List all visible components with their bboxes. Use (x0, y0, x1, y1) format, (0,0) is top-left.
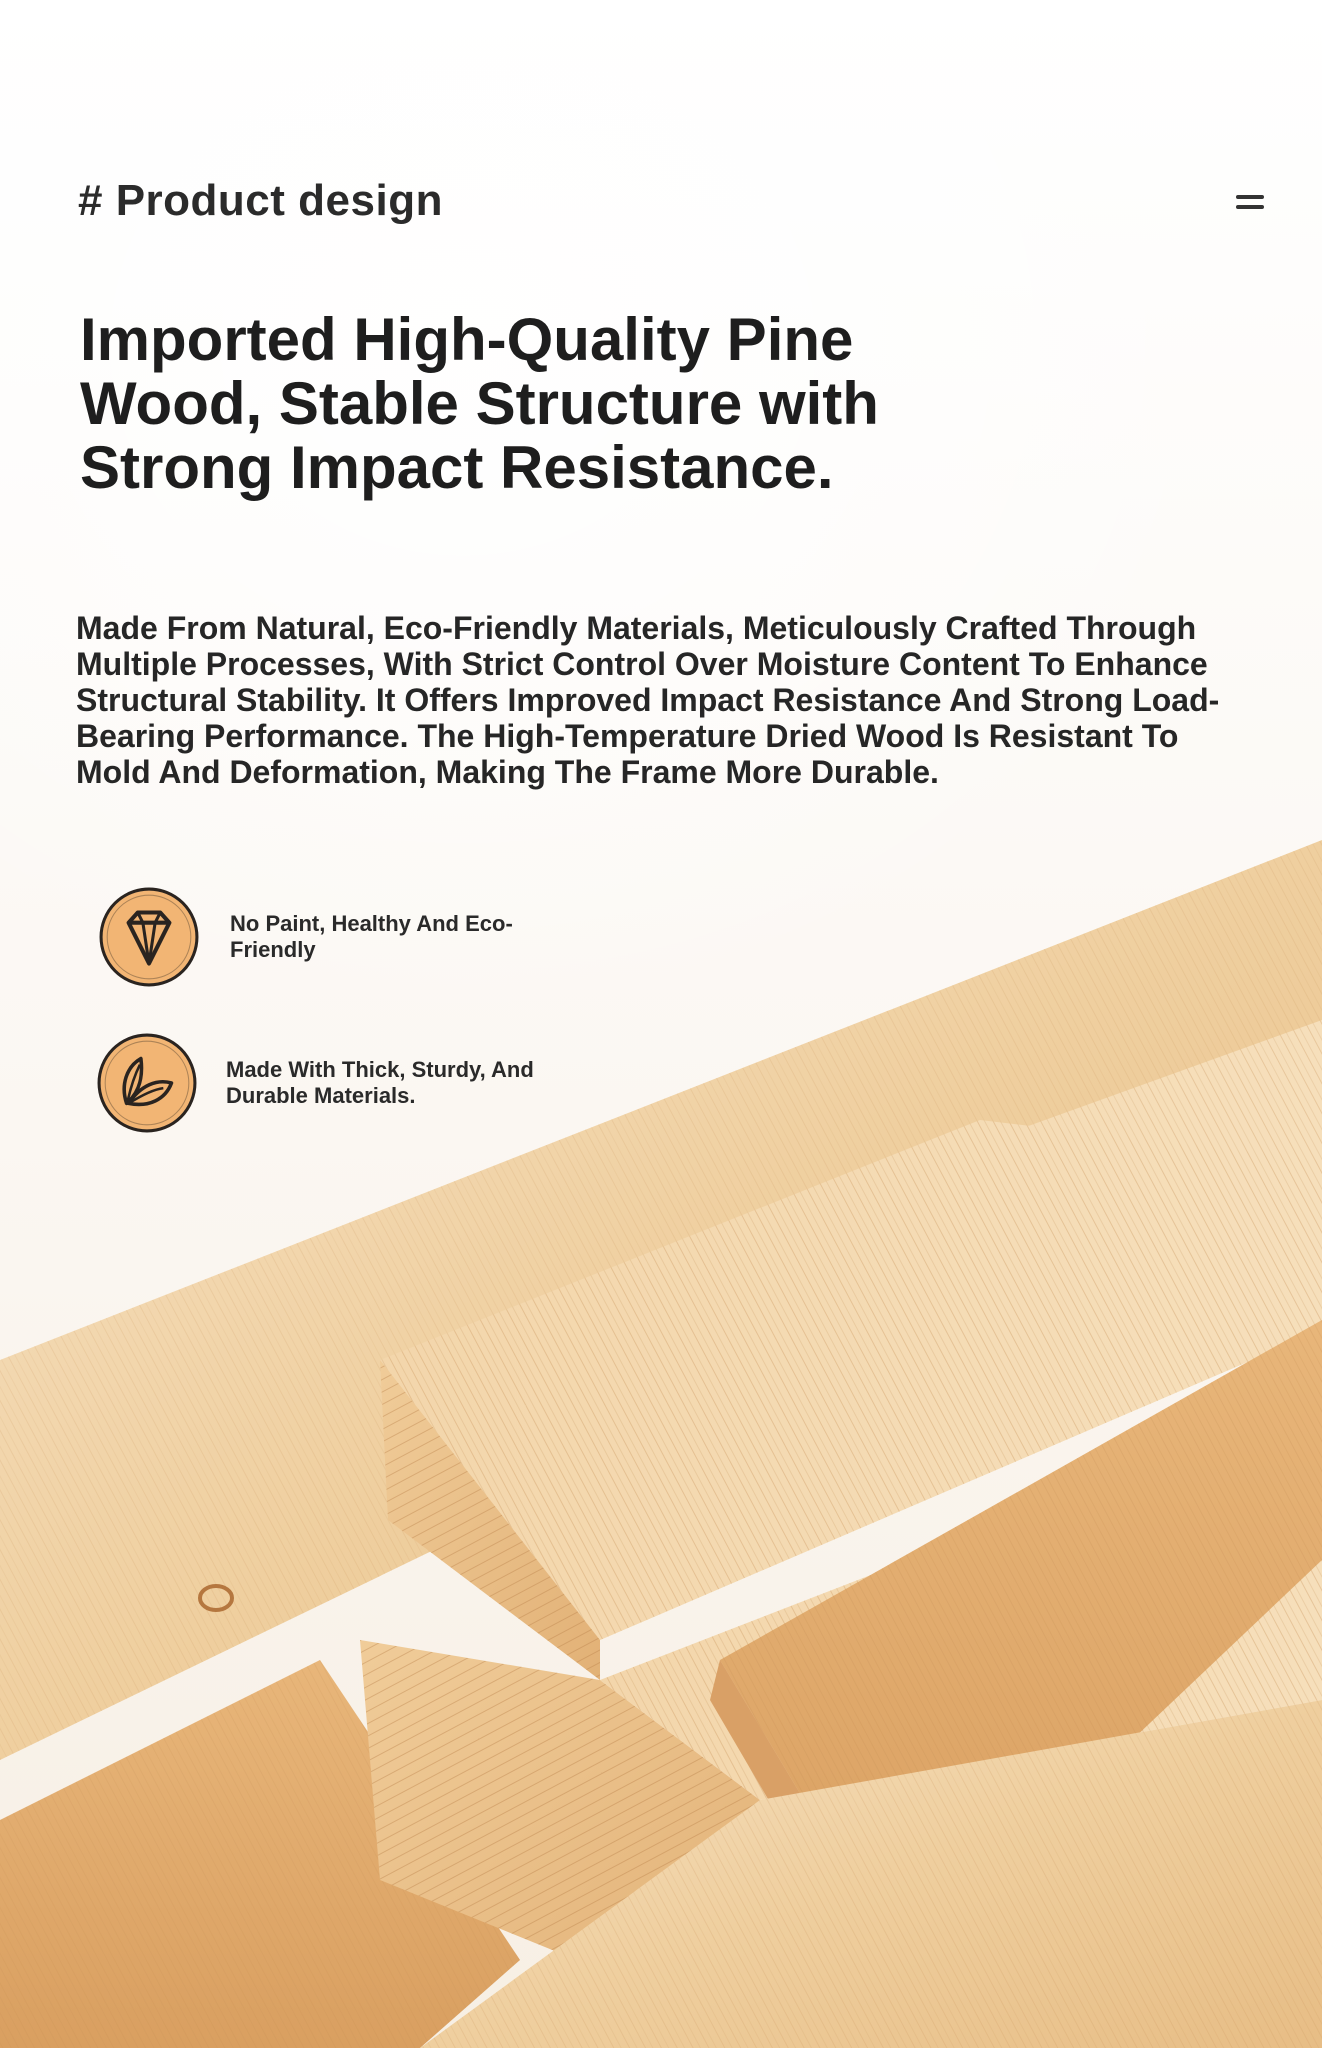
feature-item (96, 1032, 566, 1134)
product-description: Made From Natural, Eco-Friendly Materials, Meticulously Crafted Through Multiple Processes, With Strict Control Over Moisture Content To Enhance Structural Stability. It Offers Improved Impact Resistance And Strong Load-Bearing Performance. The High-Temperature Dried Wood Is Resistant To Mold And Deformation, Making The Frame More Durable. (76, 610, 1220, 790)
leaf-icon (96, 1032, 198, 1134)
feature-item (98, 886, 570, 988)
diamond-icon (98, 886, 200, 988)
section-label: # Product design (78, 176, 443, 225)
feature-label: No Paint, Healthy And Eco-Friendly (230, 911, 513, 962)
feature-label: Made With Thick, Sturdy, And Durable Materials. (226, 1057, 534, 1108)
menu-button[interactable] (1230, 186, 1270, 220)
headline: Imported High-Quality Pine Wood, Stable Structure with Strong Impact Resistance. (80, 306, 879, 501)
